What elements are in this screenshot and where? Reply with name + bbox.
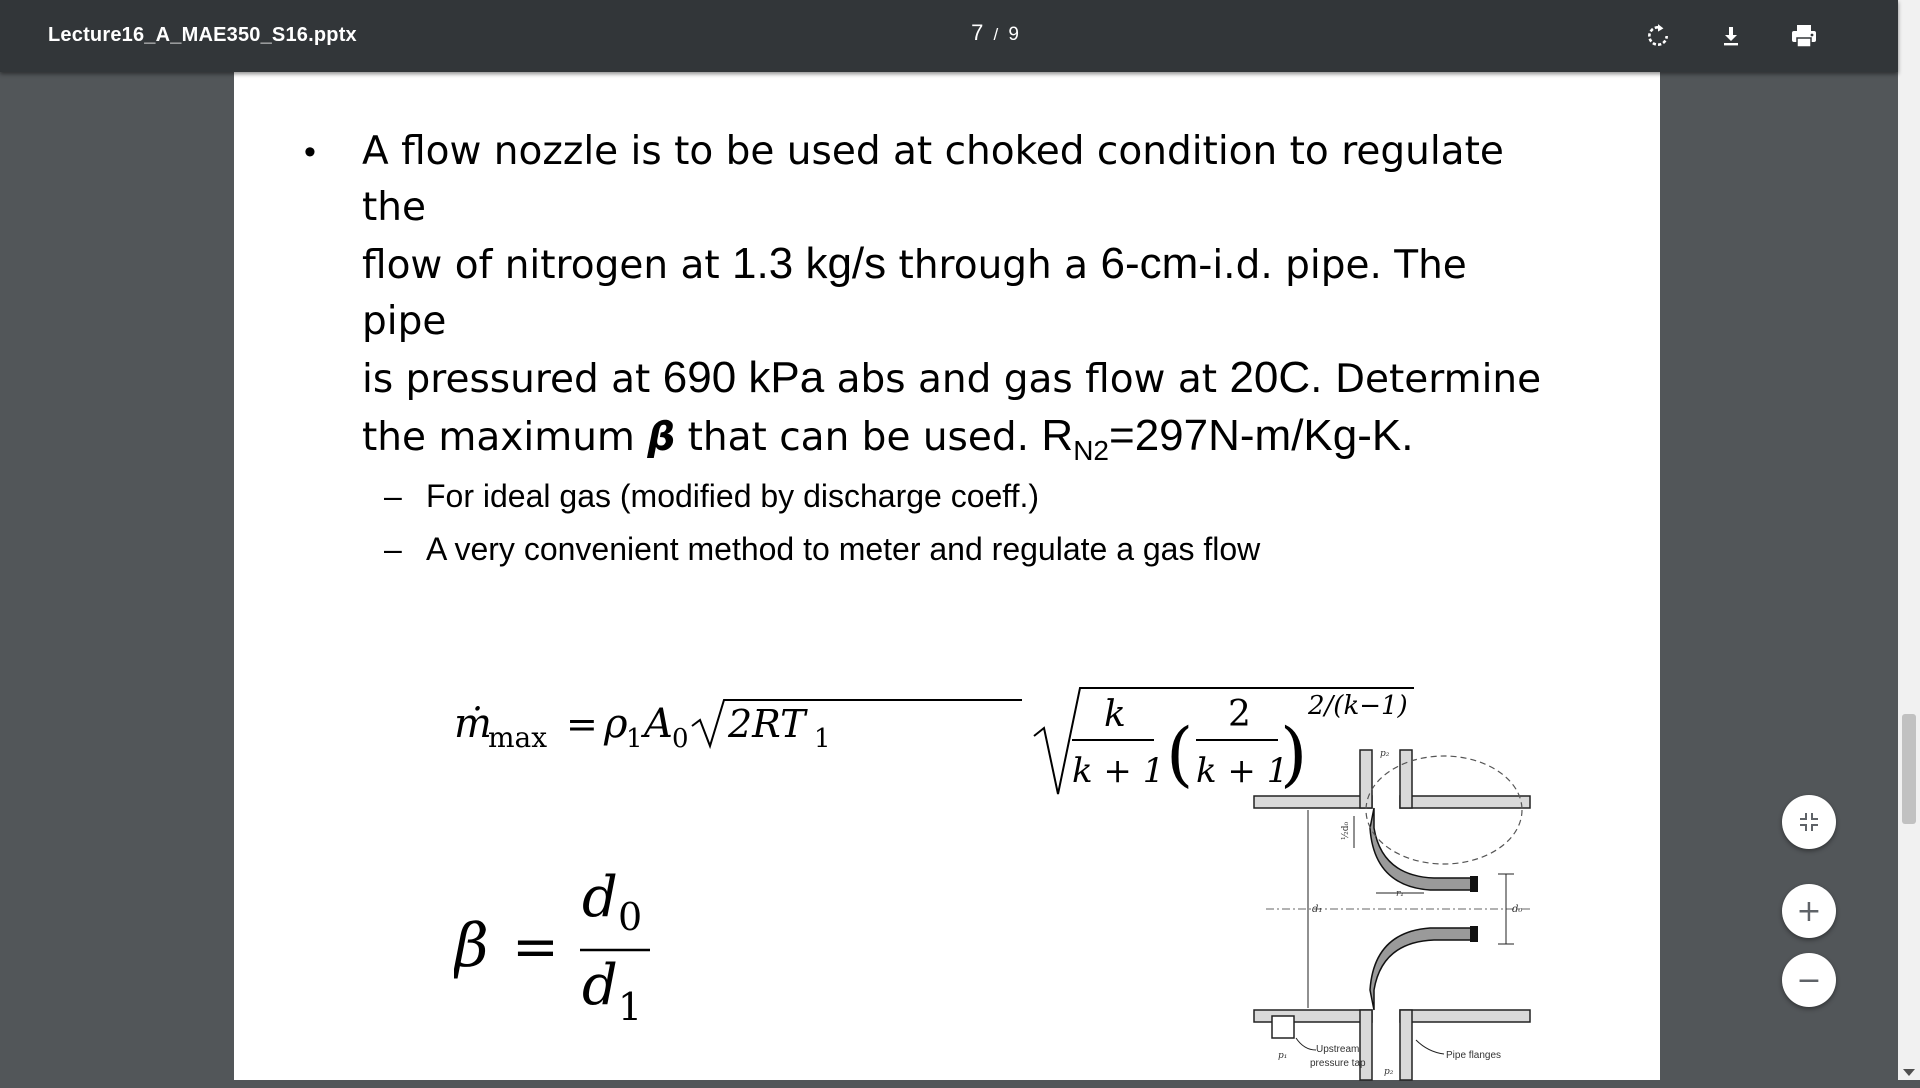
main-line-3: is pressured at 690 kPa abs and gas flow at 20C. Determine	[362, 353, 1542, 402]
sub-bullet-dash: –	[384, 478, 402, 514]
eq-rho: ρ	[604, 701, 628, 747]
scroll-down-arrow-icon[interactable]	[1903, 1069, 1915, 1076]
download-icon	[1719, 24, 1743, 48]
pipe-wall-top-left	[1254, 796, 1372, 808]
main-line-4: the maximum β that can be used. $R_{N2}=297N-m/Kg-K$.	[362, 411, 1414, 466]
download-button[interactable]	[1711, 16, 1751, 56]
nozzle-top	[1370, 808, 1474, 890]
label-half-d0: ½d₀	[1341, 821, 1351, 840]
main-bullet-text	[362, 124, 1562, 479]
scrollbar-thumb[interactable]	[1902, 714, 1916, 824]
eq-rparen: )	[1280, 713, 1308, 795]
pipe-wall-top-right	[1400, 796, 1530, 808]
nozzle-lip-bottom	[1470, 926, 1478, 942]
label-pipe-flanges: Pipe flanges	[1446, 1050, 1502, 1061]
flow-nozzle-diagram	[1212, 678, 1552, 1088]
eq-frac1-num: k	[1104, 694, 1126, 735]
pdf-page	[234, 56, 1660, 1080]
beta-num-d: d	[582, 865, 618, 930]
label-d1: d₁	[1312, 904, 1323, 915]
rotate-icon	[1645, 23, 1671, 49]
document-title: Lecture16_A_MAE350_S16.pptx	[48, 24, 357, 46]
label-upstream-2: pressure tap	[1310, 1058, 1366, 1069]
sub-bullet-1	[384, 478, 1039, 515]
eq-2RT: 2RT	[728, 702, 806, 746]
label-upstream-1: Upstream	[1316, 1044, 1360, 1055]
detail-ellipse	[1366, 756, 1522, 864]
eq-A: A	[644, 701, 673, 747]
beta-symbol: β	[454, 911, 489, 981]
pdf-viewer-toolbar	[0, 0, 1898, 72]
beta-equals: =	[512, 915, 559, 980]
eq-frac2-den: k + 1	[1196, 751, 1289, 791]
page-separator: /	[993, 25, 999, 44]
flange-left-top	[1360, 750, 1372, 808]
zoom-out-icon: −	[1796, 962, 1822, 998]
beta-den-d: d	[582, 953, 618, 1018]
label-d0: d₀	[1512, 904, 1523, 915]
flange-left-bottom	[1360, 1010, 1372, 1080]
label-p1: p₁	[1278, 1051, 1288, 1061]
label-p2-bottom: p₂	[1384, 1067, 1394, 1077]
main-line-2: flow of nitrogen at 1.3 kg/s through a 6-cm-i.d. pipe. The pipe	[362, 239, 1467, 344]
eq-equals: =	[566, 702, 598, 746]
eq-mdot-sub: max	[488, 721, 548, 754]
fit-page-button[interactable]	[1782, 795, 1836, 849]
eq-mdot-m: ṁ	[454, 701, 492, 747]
eq-exponent: 2/(k−1)	[1308, 691, 1408, 721]
pipe-wall-bottom-right	[1400, 1010, 1530, 1022]
print-button[interactable]	[1784, 16, 1824, 56]
sub-bullet-text: A very convenient method to meter and regulate a gas flow	[426, 531, 1261, 567]
sub-bullet-text: For ideal gas (modified by discharge coeff.)	[426, 478, 1040, 514]
fit-page-icon	[1798, 811, 1820, 833]
rotate-button[interactable]	[1638, 16, 1678, 56]
beta-num-sub: 0	[618, 895, 643, 939]
main-line-1: A flow nozzle is to be used at choked condition to regulate the	[362, 129, 1504, 230]
eq-T-sub: 1	[814, 724, 831, 754]
pressure-tap	[1272, 1016, 1294, 1038]
label-p2-top: p₂	[1380, 749, 1390, 759]
eq-frac2-num: 2	[1228, 694, 1251, 735]
print-icon	[1790, 23, 1818, 49]
page-indicator	[900, 20, 1090, 46]
label-r1: r₁	[1396, 889, 1404, 899]
eq-lparen: (	[1166, 713, 1194, 795]
zoom-in-icon: +	[1796, 893, 1822, 929]
beta-den-sub: 1	[618, 985, 643, 1029]
zoom-out-button[interactable]	[1782, 953, 1836, 1007]
nozzle-bottom	[1370, 928, 1474, 1010]
eq-frac1-den: k + 1	[1072, 751, 1165, 791]
bullet-dot: •	[304, 133, 316, 171]
flange-right-bottom	[1400, 1010, 1412, 1080]
nozzle-lip-top	[1470, 876, 1478, 892]
beta-equation	[454, 856, 694, 1056]
zoom-in-button[interactable]	[1782, 884, 1836, 938]
eq-A-sub: 0	[672, 724, 689, 754]
current-page-number[interactable]: 7	[971, 20, 984, 45]
total-pages: 9	[1008, 24, 1019, 45]
vertical-scrollbar[interactable]	[1898, 0, 1920, 1080]
eq-rho-sub: 1	[626, 724, 643, 754]
flange-right-top	[1400, 750, 1412, 808]
sub-bullet-dash: –	[384, 531, 402, 567]
sub-bullet-2	[384, 531, 1260, 568]
